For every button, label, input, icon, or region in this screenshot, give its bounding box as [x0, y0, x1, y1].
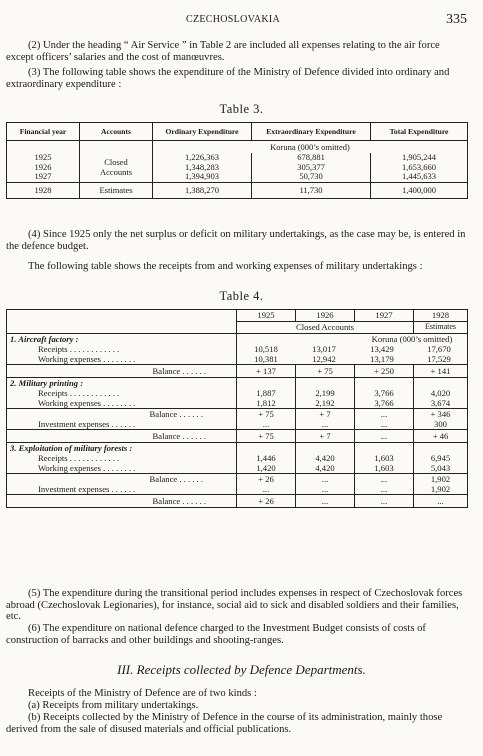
- accounts-label: Accounts: [99, 167, 133, 178]
- balance-value: ...: [355, 430, 414, 443]
- table-3-header: Total Expenditure: [371, 123, 468, 141]
- balance-label: Balance . . . . . .: [7, 365, 237, 378]
- value: 1,446: [256, 453, 276, 463]
- value: 300: [434, 419, 447, 429]
- ordinary-value: 1,226,363: [185, 152, 219, 162]
- balance-value: ...: [296, 495, 355, 508]
- row-label: Investment expenses . . . . . .: [38, 484, 136, 494]
- value: 13,179: [370, 354, 394, 364]
- extraordinary-value: 305,377: [297, 161, 325, 172]
- balance-label: Balance . . . . . .: [149, 474, 203, 484]
- value: ...: [321, 484, 329, 494]
- value: 1,420: [256, 463, 276, 473]
- paragraph-3: (3) The following table shows the expenditure of the Ministry of Defence divided into ordinary and extraordinary expenditure :: [6, 67, 450, 90]
- table-3-header: Accounts: [80, 123, 153, 141]
- table-4-year: 1925: [237, 310, 296, 322]
- value: 13,017: [312, 344, 336, 354]
- value: ...: [380, 419, 388, 429]
- balance-value: + 137: [237, 365, 296, 378]
- section-title: 3. Exploitation of military forests :: [10, 443, 133, 453]
- table-3-year: 1926: [34, 161, 52, 172]
- running-header: CZECHOSLOVAKIA: [186, 14, 281, 25]
- ordinary-value: 1,394,903: [185, 171, 219, 182]
- table-3-unit: Koruna (000’s omitted): [153, 141, 468, 154]
- paragraph-7: Receipts of the Ministry of Defence are of two kinds :: [28, 688, 257, 699]
- table-3-caption: Table 3.: [219, 102, 264, 116]
- page-number: 335: [446, 12, 467, 27]
- value: 13,429: [370, 344, 394, 354]
- balance-label: Balance . . . . . .: [7, 430, 237, 443]
- row-label: Working expenses . . . . . . . .: [38, 398, 136, 408]
- estimates-label: Estimates: [414, 322, 468, 334]
- balance-value: + 75: [258, 409, 274, 419]
- estimates-label: Estimates: [80, 182, 153, 198]
- balance-value: ...: [380, 409, 388, 419]
- value: ...: [380, 484, 388, 494]
- value: ...: [262, 419, 270, 429]
- row-label: Working expenses . . . . . . . .: [38, 463, 136, 473]
- value: 3,766: [374, 398, 394, 408]
- balance-value: + 26: [237, 495, 296, 508]
- balance-value: ...: [321, 474, 329, 484]
- section-title: 1. Aircraft factory :: [10, 334, 79, 344]
- extraordinary-value: 11,730: [252, 182, 371, 198]
- value: 1,902: [430, 484, 451, 494]
- table-3-header: Financial year: [7, 123, 80, 141]
- value: 6,945: [430, 453, 451, 463]
- balance-value: + 26: [258, 474, 274, 484]
- closed-label: Closed: [104, 157, 128, 168]
- value: 17,670: [427, 344, 451, 354]
- value: 1,812: [256, 398, 276, 408]
- table-4-year: 1927: [355, 310, 414, 322]
- total-value: 1,445,633: [402, 171, 436, 182]
- paragraph-2: (2) Under the heading “ Air Service ” in Table 2 are included all expenses relating to the air force except officers’ salaries and the cost of manœuvres.: [6, 40, 440, 63]
- value: 4,420: [315, 463, 335, 473]
- total-value: 1,400,000: [371, 182, 468, 198]
- paragraph-5: (5) The expenditure during the transitional period includes expenses in respect of Czechoslovak forces abroad (Czechoslovak Legionaries), for instance, social aid to sick and disabled soldiers and their families, etc.: [6, 588, 463, 622]
- table-3-year: 1927: [34, 171, 52, 182]
- table-3: [6, 122, 468, 199]
- section-heading: III. Receipts collected by Defence Departments.: [117, 662, 366, 677]
- table-3-header: Ordinary Expenditure: [153, 123, 252, 141]
- table-4: [6, 309, 468, 508]
- table-3-year: 1925: [34, 152, 52, 162]
- table-4-caption: Table 4.: [219, 289, 264, 303]
- value: 3,674: [430, 398, 451, 408]
- value: 3,766: [374, 388, 394, 398]
- balance-value: + 7: [296, 430, 355, 443]
- value: 2,192: [315, 398, 335, 408]
- value: 5,043: [430, 463, 451, 473]
- list-item-b: (b) Receipts collected by the Ministry of Defence in the course of its administration, mainly those derived from the sale of disused materials and official publications.: [6, 712, 443, 735]
- table-4-unit: Koruna (000’s omitted): [371, 334, 453, 344]
- balance-value: ...: [414, 495, 468, 508]
- table-3-header: Extraordinary Expenditure: [252, 123, 371, 141]
- balance-value: + 46: [414, 430, 468, 443]
- balance-label: Balance . . . . . .: [149, 409, 203, 419]
- total-value: 1,653,660: [402, 161, 436, 172]
- extraordinary-value: 678,881: [297, 152, 325, 162]
- balance-value: + 7: [319, 409, 331, 419]
- list-item-a: (a) Receipts from military undertakings.: [28, 700, 199, 711]
- section-title: 2. Military printing :: [10, 378, 84, 388]
- value: 17,529: [427, 354, 451, 364]
- table-4-year: 1926: [296, 310, 355, 322]
- ordinary-value: 1,388,270: [153, 182, 252, 198]
- paragraph-4b: The following table shows the receipts from and working expenses of military undertakings :: [28, 261, 423, 272]
- value: 2,199: [315, 388, 335, 398]
- balance-value: 1,902: [430, 474, 451, 484]
- row-label: Receipts . . . . . . . . . . . .: [38, 388, 120, 398]
- value: 1,603: [374, 463, 394, 473]
- balance-value: + 75: [296, 365, 355, 378]
- extraordinary-value: 50,730: [299, 171, 323, 182]
- value: 1,603: [374, 453, 394, 463]
- balance-value: + 141: [414, 365, 468, 378]
- balance-value: ...: [355, 495, 414, 508]
- ordinary-value: 1,348,283: [185, 161, 219, 172]
- paragraph-4: (4) Since 1925 only the net surplus or deficit on military undertakings, as the case may be, is entered in the defence budget.: [6, 229, 466, 252]
- value: 4,020: [430, 388, 451, 398]
- value: ...: [262, 484, 270, 494]
- row-label: Receipts . . . . . . . . . . . .: [38, 453, 120, 463]
- total-value: 1,905,244: [402, 152, 436, 162]
- table-4-year: 1928: [414, 310, 468, 322]
- value: 1,887: [256, 388, 276, 398]
- balance-value: + 346: [430, 409, 451, 419]
- balance-label: Balance . . . . . .: [7, 495, 237, 508]
- row-label: Working expenses . . . . . . . .: [38, 354, 136, 364]
- balance-value: ...: [380, 474, 388, 484]
- row-label: Investment expenses . . . . . .: [38, 419, 136, 429]
- row-label: Receipts . . . . . . . . . . . .: [38, 344, 120, 354]
- balance-value: + 250: [355, 365, 414, 378]
- value: 4,420: [315, 453, 335, 463]
- balance-value: + 75: [237, 430, 296, 443]
- value: 10,381: [254, 354, 278, 364]
- paragraph-6: (6) The expenditure on national defence charged to the Investment Budget consists of costs of construction of barracks and other buildings and shooting-ranges.: [6, 623, 426, 646]
- value: 12,942: [312, 354, 336, 364]
- value: 10,518: [254, 344, 278, 354]
- closed-accounts-label: Closed Accounts: [237, 322, 414, 334]
- table-3-year: 1928: [7, 182, 80, 198]
- value: ...: [321, 419, 329, 429]
